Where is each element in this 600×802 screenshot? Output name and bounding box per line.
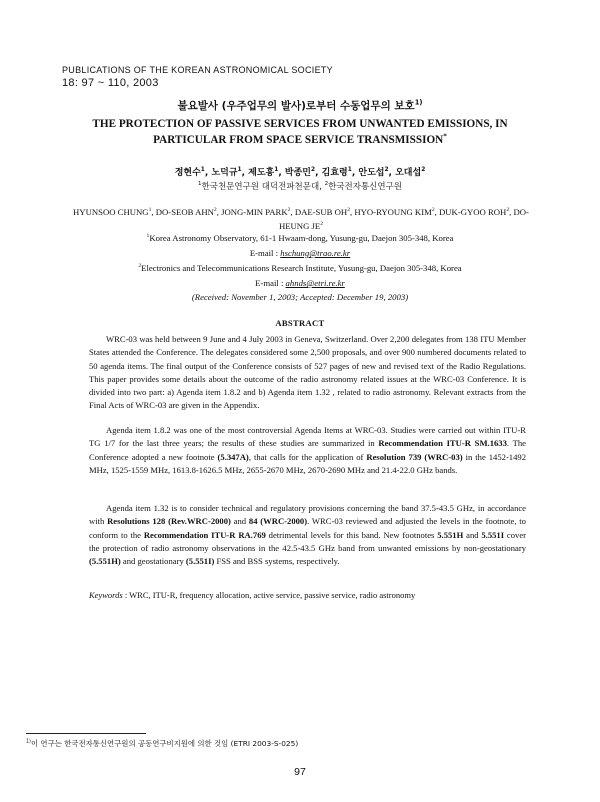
abstract-paragraph-1: WRC-03 was held between 9 June and 4 July 2003 in Geneva, Switzerland. Over 2,200 delegates from 138 ITU Member States attended the Conference. The delegates considered some 2,500 proposals, and over 900 numbered documents related to 50 agenda items. The final output of the Conference consists of 527 pages of new and revised text of the Radio Regulations. This paper provides some details about the outcome of the radio astronomy related issues at the WRC-03 Conference. It is divided into two part: a) Agenda item 1.8.2 and b) Agenda item 1.32 , related to radio astronomy. Relevant extracts from the Final Acts of WRC-03 are given in the Appendix. bbox=[89, 334, 526, 411]
english-affiliation-2: $^2$Electronics and Telecommunications Research Institute, Yusung-gu, Daejon 305-348, Korea bbox=[138, 263, 462, 273]
english-title bbox=[60, 116, 540, 148]
journal-header bbox=[62, 64, 333, 90]
email-line-1 bbox=[0, 248, 600, 258]
author-en: DO-SEOB AHN$^2$, bbox=[155, 207, 222, 217]
korean-affiliation-2: 한국전자통신연구원 bbox=[328, 182, 402, 192]
journal-name: PUBLICATIONS OF THE KOREAN ASTRONOMICAL SOCIETY bbox=[62, 65, 333, 75]
author-en: DAE-SUB $OH^2$, bbox=[294, 207, 355, 217]
english-affiliation-1: $^1$Korea Astronomy Observatory, 61-1 Hwaam-dong, Yusung-gu, Daejon 305-348, Korea bbox=[146, 233, 454, 243]
keywords bbox=[89, 589, 526, 602]
korean-author-list bbox=[0, 165, 600, 178]
author-en: DO-HEUNG $JE^2$ bbox=[278, 207, 529, 231]
journal-volume: 18: 97 ~ 110, 2003 bbox=[62, 77, 159, 89]
english-author-list bbox=[60, 206, 542, 233]
received-accepted-dates: (Received: November 1, 2003; Accepted: December 19, 2003) bbox=[191, 292, 409, 302]
korean-title bbox=[0, 98, 600, 113]
email-label: E-mail : bbox=[249, 248, 279, 258]
author-en: JONG-MIN PARK$^2$, bbox=[221, 207, 295, 217]
email-line-2 bbox=[0, 278, 600, 288]
keywords-label: Keywords bbox=[89, 590, 123, 600]
author-ko: 오대섭$^2$ bbox=[395, 167, 426, 178]
author-ko: 박종민$^2$, bbox=[284, 167, 322, 178]
korean-affiliations: $^1$한국천문연구원 대덕전파천문대, $^2$한국전자통신연구원 bbox=[198, 181, 402, 192]
author-ko: 제도흥$^1$, bbox=[248, 167, 285, 178]
footnote bbox=[26, 738, 298, 749]
author-en: DUK-GYOO ROH$^2$, bbox=[439, 207, 512, 217]
korean-title-footnote-mark: 1) bbox=[414, 98, 423, 107]
english-title-line2: PARTICULAR FROM SPACE SERVICE TRANSMISSION bbox=[153, 134, 444, 146]
email-label: E-mail : bbox=[255, 278, 284, 288]
author-en: HYUNSOO CHUNG$^1$, bbox=[73, 207, 156, 217]
author-ko: 안도섭$^2$, bbox=[358, 167, 396, 178]
english-title-line1: THE PROTECTION OF PASSIVE SERVICES FROM UNWANTED EMISSIONS, IN bbox=[92, 118, 508, 130]
english-title-footnote-mark: * bbox=[443, 132, 447, 141]
korean-affiliation-1: 한국천문연구원 대덕전파천문대, bbox=[201, 182, 322, 192]
author-ko: 정현수$^1$, bbox=[174, 167, 212, 178]
author-ko: 노덕규$^1$, bbox=[211, 167, 249, 178]
abstract-paragraph-2: Agenda item 1.8.2 was one of the most controversial Agenda Items at WRC-03. Studies were carried out within ITU-R TG 1/7 for the last three years; the results of these studies are summarized in Recommendation ITU-R SM.1633. The Conference adopted a new footnote (5.347A), that calls for the application of Resolution 739 (WRC-03) in the 1452-1492 MHz, 1525-1559 MHz, 1613.8-1626.5 MHz, 2655-2670 MHz, 2670-2690 MHz and 21.4-22.0 GHz bands. bbox=[89, 425, 526, 475]
abstract-paragraph-3: Agenda item 1.32 is to consider technical and regulatory provisions concerning the band 37.5-43.5 GHz, in accordance with Resolutions 128 (Rev.WRC-2000) and 84 (WRC-2000). WRC-03 reviewed and adjusted the levels in the footnote, to conform to the Recommendation ITU-R RA.769 detrimental levels for this band. New footnotes 5.551H and 5.551I cover the protection of radio astronomy observations in the 42.5-43.5 GHz band from unwanted emissions by non-geostationary (5.551H) and geostationary (5.551I) FSS and BSS systems, respectively. bbox=[89, 503, 527, 567]
email-link-1[interactable]: hschung@trao.re.kr bbox=[280, 248, 351, 258]
page-number: 97 bbox=[294, 766, 306, 778]
author-ko: 김효령$^1$, bbox=[321, 167, 359, 178]
footnote-divider bbox=[26, 733, 146, 734]
author-en: HYO-RYOUNG KIM$^2$, bbox=[354, 207, 439, 217]
korean-title-text: 불요발사 (우주업무의 발사)로부터 수동업무의 보호 bbox=[177, 100, 415, 112]
keywords-text: : WRC, ITU-R, frequency allocation, active service, passive service, radio astronomy bbox=[124, 590, 416, 600]
abstract-heading: ABSTRACT bbox=[275, 318, 325, 328]
email-link-2[interactable]: ahnds@etri.re.kr bbox=[285, 278, 345, 288]
footnote-text: 이 연구는 한국전자통신연구원의 공동연구비지원에 의한 것임 (ETRI 2003-S-025) bbox=[30, 739, 299, 748]
footnote-mark: 1) bbox=[26, 739, 31, 745]
